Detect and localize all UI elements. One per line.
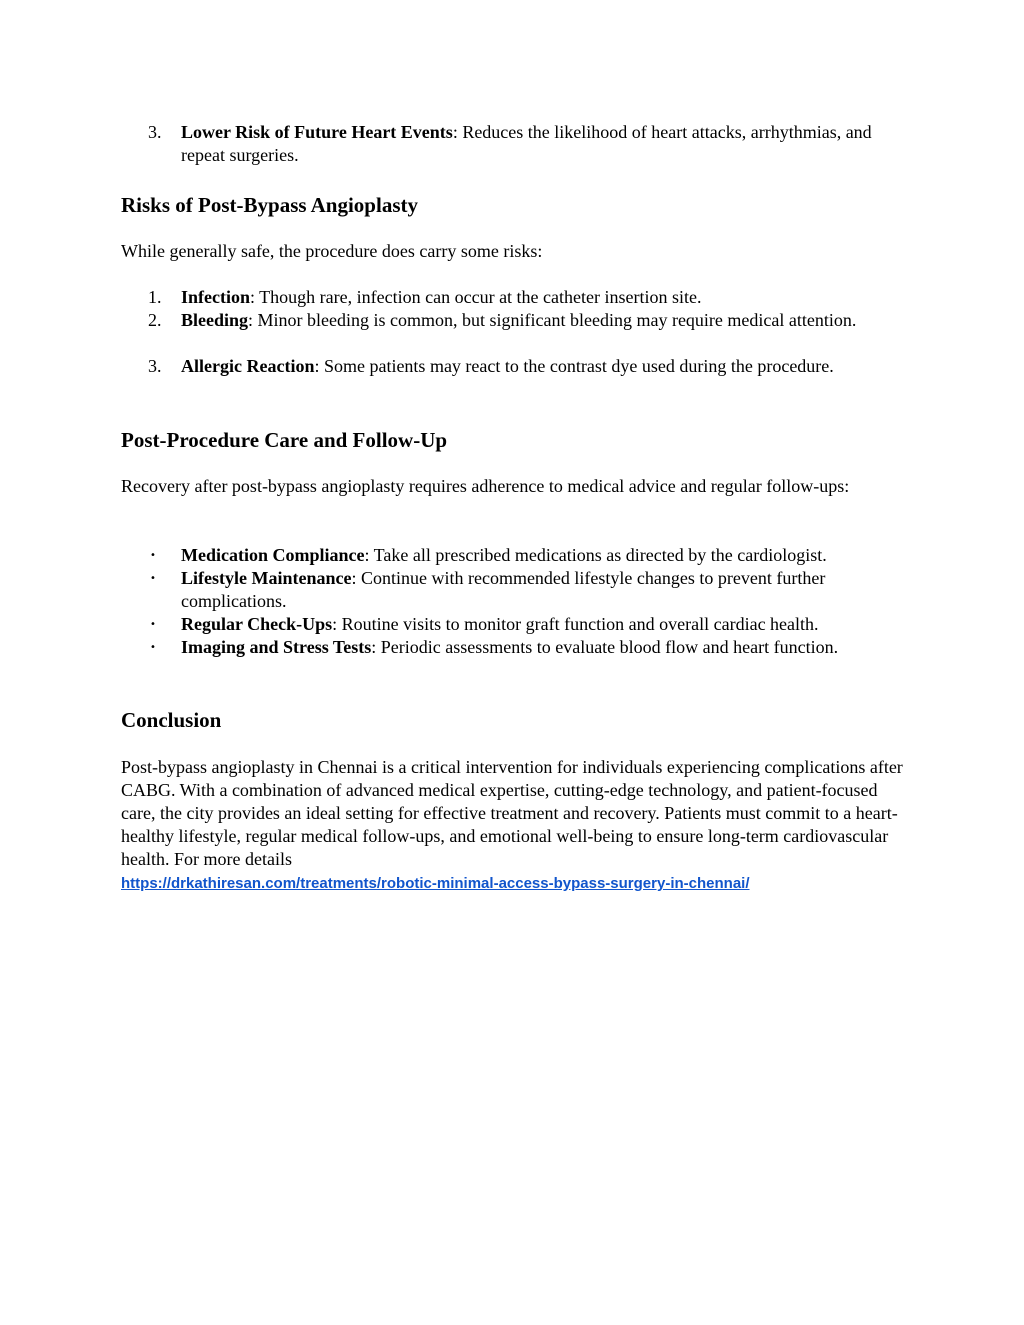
- bullet-icon: •: [150, 550, 156, 561]
- risks-heading: Risks of Post-Bypass Angioplasty: [121, 193, 418, 217]
- list-item-text: [181, 355, 906, 378]
- list-item-body: : Minor bleeding is common, but significant bleeding may require medical attention.: [248, 310, 857, 330]
- list-item-text: [181, 309, 906, 332]
- list-item-text: [181, 544, 906, 567]
- list-item-title: Infection: [181, 287, 250, 307]
- more-details-link[interactable]: https://drkathiresan.com/treatments/robotic-minimal-access-bypass-surgery-in-chennai/: [121, 875, 750, 892]
- list-item-text: [181, 286, 906, 309]
- list-item-body: : Routine visits to monitor graft function and overall cardiac health.: [332, 614, 819, 634]
- list-item-title: Regular Check-Ups: [181, 614, 333, 634]
- list-item-title: Imaging and Stress Tests: [181, 637, 372, 657]
- risks-intro: While generally safe, the procedure does carry some risks:: [121, 241, 543, 261]
- list-item-text: [181, 121, 906, 167]
- list-item-body: : Take all prescribed medications as directed by the cardiologist.: [364, 545, 827, 565]
- list-item-text: [181, 613, 906, 636]
- list-item-body: : Periodic assessments to evaluate blood flow and heart function.: [371, 637, 839, 657]
- list-item-text: [181, 567, 906, 613]
- care-heading: Post-Procedure Care and Follow-Up: [121, 428, 448, 452]
- list-number: 1.: [148, 287, 162, 307]
- list-item-title: Bleeding: [181, 310, 249, 330]
- bullet-icon: •: [150, 573, 156, 584]
- conclusion-text: Post-bypass angioplasty in Chennai is a critical intervention for individuals experiencing complications after CABG. With a combination of advanced medical expertise, cutting-edge technology, and patient-focused care, the city provides an ideal setting for effective treatment and recovery. Patients must commit to a heart-healthy lifestyle, regular medical follow-ups, and emotional well-being to ensure long-term cardiovascular health. For more details: [121, 757, 903, 869]
- list-number: 3.: [148, 356, 162, 376]
- list-item-title: Lower Risk of Future Heart Events: [181, 122, 453, 142]
- list-item-title: Medication Compliance: [181, 545, 365, 565]
- list-item-body: : Though rare, infection can occur at the catheter insertion site.: [250, 287, 702, 307]
- list-item-body: : Reduces the likelihood of heart attacks, arrhythmias, and repeat surgeries.: [181, 122, 872, 165]
- list-item-title: Allergic Reaction: [181, 356, 315, 376]
- list-item-body: : Some patients may react to the contrast dye used during the procedure.: [314, 356, 834, 376]
- conclusion-paragraph: [121, 756, 906, 894]
- list-item-text: [181, 636, 906, 659]
- list-number: 2.: [148, 310, 162, 330]
- bullet-icon: •: [150, 642, 156, 653]
- conclusion-heading: Conclusion: [121, 708, 222, 732]
- list-number: 3.: [148, 122, 162, 142]
- list-item-title: Lifestyle Maintenance: [181, 568, 352, 588]
- care-intro: Recovery after post-bypass angioplasty requires adherence to medical advice and regular follow-ups:: [121, 476, 850, 496]
- bullet-icon: •: [150, 619, 156, 630]
- list-item-body: : Continue with recommended lifestyle changes to prevent further complications.: [181, 568, 826, 611]
